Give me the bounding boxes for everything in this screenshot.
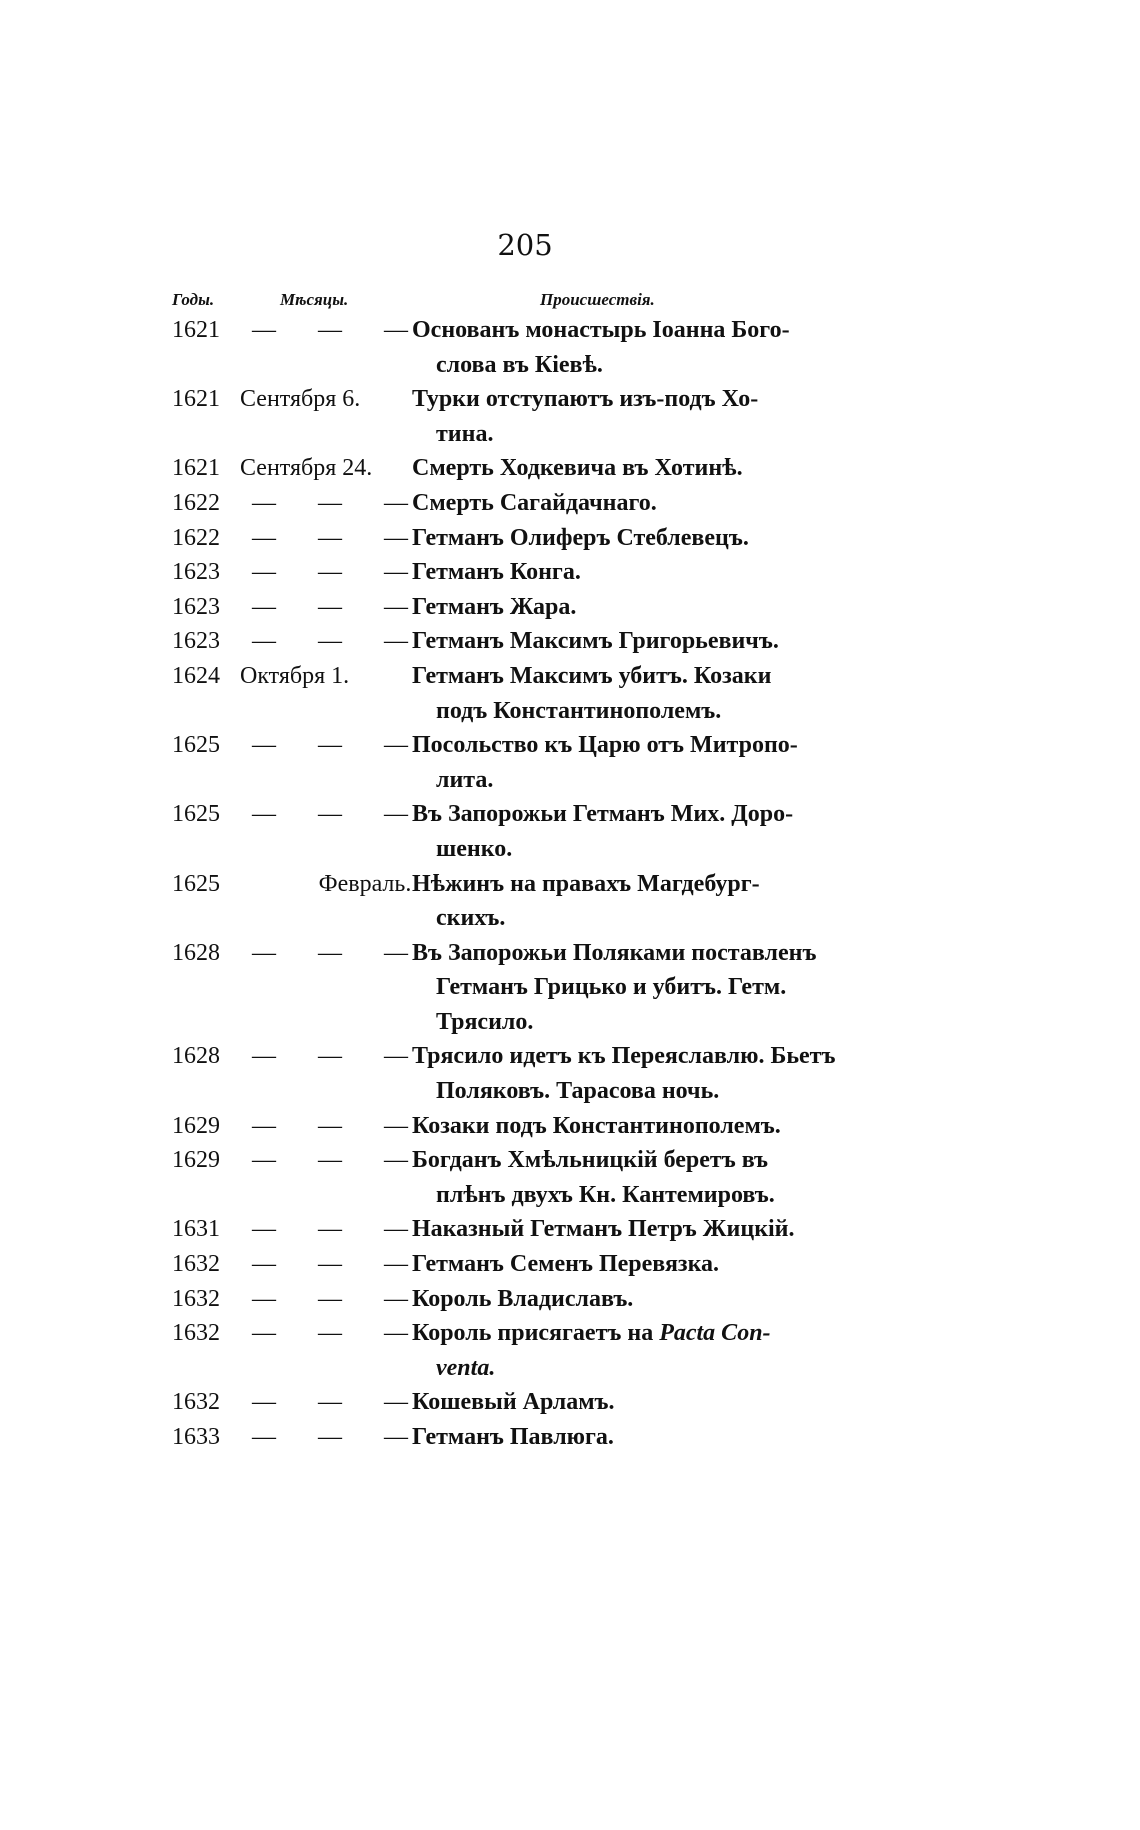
event-line: Основанъ монастырь Іоанна Бого-: [412, 317, 790, 343]
event-line: Поляковъ. Тарасова ночь.: [436, 1078, 720, 1105]
year-cell: 1623: [172, 593, 220, 620]
event-line: Гетманъ Жара.: [412, 593, 577, 620]
table-row: [172, 555, 872, 590]
event-line: скихъ.: [436, 905, 506, 932]
event-line: venta.: [436, 1354, 496, 1381]
year-cell: 1622: [172, 489, 220, 516]
year-cell: 1632: [172, 1320, 220, 1347]
year-cell: 1632: [172, 1389, 220, 1416]
event-line: Богданъ Хмѣльницкій беретъ въ: [412, 1147, 769, 1174]
month-cell: — — —: [252, 524, 426, 551]
year-cell: 1625: [172, 801, 220, 828]
event-line: плѣнъ двухъ Кн. Кантемировъ.: [436, 1181, 775, 1208]
month-cell: — — —: [252, 1147, 426, 1174]
year-cell: 1624: [172, 662, 220, 689]
event-line: Гетманъ Максимъ убитъ. Козаки: [412, 662, 772, 689]
event-line: Кошевый Арламъ.: [412, 1389, 615, 1416]
table-row: [172, 382, 872, 451]
month-cell: — — —: [252, 939, 426, 966]
header-events: Происшествія.: [540, 290, 655, 309]
event-line: тина.: [436, 420, 494, 447]
year-cell: 1622: [172, 524, 220, 551]
event-line: Смерть Ходкевича въ Хотинѣ.: [412, 455, 743, 482]
month-cell: — — —: [252, 1251, 426, 1278]
month-cell: — — —: [252, 1043, 426, 1070]
month-cell: — — —: [252, 593, 426, 620]
month-cell: — — —: [252, 1424, 426, 1450]
event-line: Наказный Гетманъ Петръ Жицкій.: [412, 1216, 795, 1243]
table-row: [172, 521, 872, 556]
table-row: [172, 486, 872, 521]
month-cell: — — —: [252, 489, 426, 516]
year-cell: 1628: [172, 1043, 220, 1070]
table-row: [172, 659, 872, 728]
month-cell: Октября 1.: [240, 662, 350, 689]
year-cell: 1625: [172, 870, 220, 897]
event-line: слова въ Кіевѣ.: [436, 351, 603, 378]
month-cell: — — —: [252, 1320, 426, 1347]
header-months: Мѣсяцы.: [280, 290, 349, 309]
event-line: Въ Запорожьи Поляками поставленъ: [412, 939, 817, 966]
month-cell: Сентября 24.: [240, 455, 373, 482]
event-line: Гетманъ Грицько и убитъ. Гетм.: [436, 974, 787, 1001]
month-cell: Сентября 6.: [240, 386, 361, 413]
event-line: Трясило.: [436, 1008, 534, 1035]
table-row: [172, 1143, 872, 1212]
year-cell: 1623: [172, 559, 220, 586]
month-cell: — — —: [252, 801, 426, 828]
chronology-table: [172, 313, 872, 1455]
year-cell: 1621: [172, 386, 220, 413]
year-cell: 1621: [172, 317, 220, 343]
year-cell: 1632: [172, 1285, 220, 1312]
event-line: лита.: [436, 766, 494, 793]
table-row: [172, 1420, 872, 1455]
table-row: [172, 728, 872, 797]
month-cell: — — —: [252, 1112, 426, 1139]
event-line: Гетманъ Семенъ Перевязка.: [412, 1251, 720, 1278]
event-line: Посольство къ Царю отъ Митропо-: [412, 732, 798, 759]
event-line: Турки отступаютъ изъ-подъ Хо-: [412, 386, 759, 413]
year-cell: 1632: [172, 1251, 220, 1278]
month-cell: — — —: [252, 317, 426, 343]
table-row: [172, 451, 872, 486]
month-cell: — — —: [252, 1285, 426, 1312]
table-row: [172, 1385, 872, 1420]
year-cell: 1625: [172, 732, 220, 759]
month-cell: — — —: [252, 628, 426, 655]
event-line: Въ Запорожьи Гетманъ Мих. Доро-: [412, 801, 794, 828]
page-number: 205: [497, 228, 553, 262]
table-row: [172, 797, 872, 866]
table-row: [172, 590, 872, 625]
year-cell: 1621: [172, 455, 220, 482]
event-line: Гетманъ Конга.: [412, 559, 581, 586]
table-row: [172, 1247, 872, 1282]
table-row: [172, 1282, 872, 1317]
year-cell: 1633: [172, 1424, 220, 1450]
event-line: Король Владиславъ.: [412, 1285, 634, 1312]
table-row: [172, 1109, 872, 1144]
table-row: [172, 867, 872, 936]
month-cell: — — —: [252, 1389, 426, 1416]
table-row: [172, 624, 872, 659]
month-cell: — — —: [252, 732, 426, 759]
year-cell: 1631: [172, 1216, 220, 1243]
table-row: [172, 1316, 872, 1385]
event-line: шенко.: [436, 835, 513, 862]
event-line: Козаки подъ Константинополемъ.: [412, 1112, 781, 1139]
table-row: [172, 1039, 872, 1108]
month-cell: — — —: [252, 1216, 426, 1243]
event-line: подъ Константинополемъ.: [436, 697, 722, 724]
event-line: Трясило идетъ къ Переяславлю. Бьетъ: [412, 1043, 836, 1070]
month-cell: Февраль.: [318, 870, 412, 897]
year-cell: 1629: [172, 1147, 220, 1174]
event-line: Гетманъ Максимъ Григорьевичъ.: [412, 628, 779, 655]
event-line: Гетманъ Павлюга.: [412, 1424, 614, 1450]
event-line: Смерть Сагайдачнаго.: [412, 489, 657, 516]
table-row: [172, 313, 872, 382]
month-cell: — — —: [252, 559, 426, 586]
year-cell: 1628: [172, 939, 220, 966]
event-line: Нѣжинъ на правахъ Магдебург-: [412, 870, 760, 897]
table-row: [172, 1212, 872, 1247]
year-cell: 1623: [172, 628, 220, 655]
event-line: Гетманъ Олиферъ Стеблевецъ.: [412, 524, 749, 551]
year-cell: 1629: [172, 1112, 220, 1139]
event-line: Король присягаетъ на Pacta Con-: [412, 1320, 771, 1347]
header-years: Годы.: [172, 290, 215, 309]
table-row: [172, 936, 872, 1040]
